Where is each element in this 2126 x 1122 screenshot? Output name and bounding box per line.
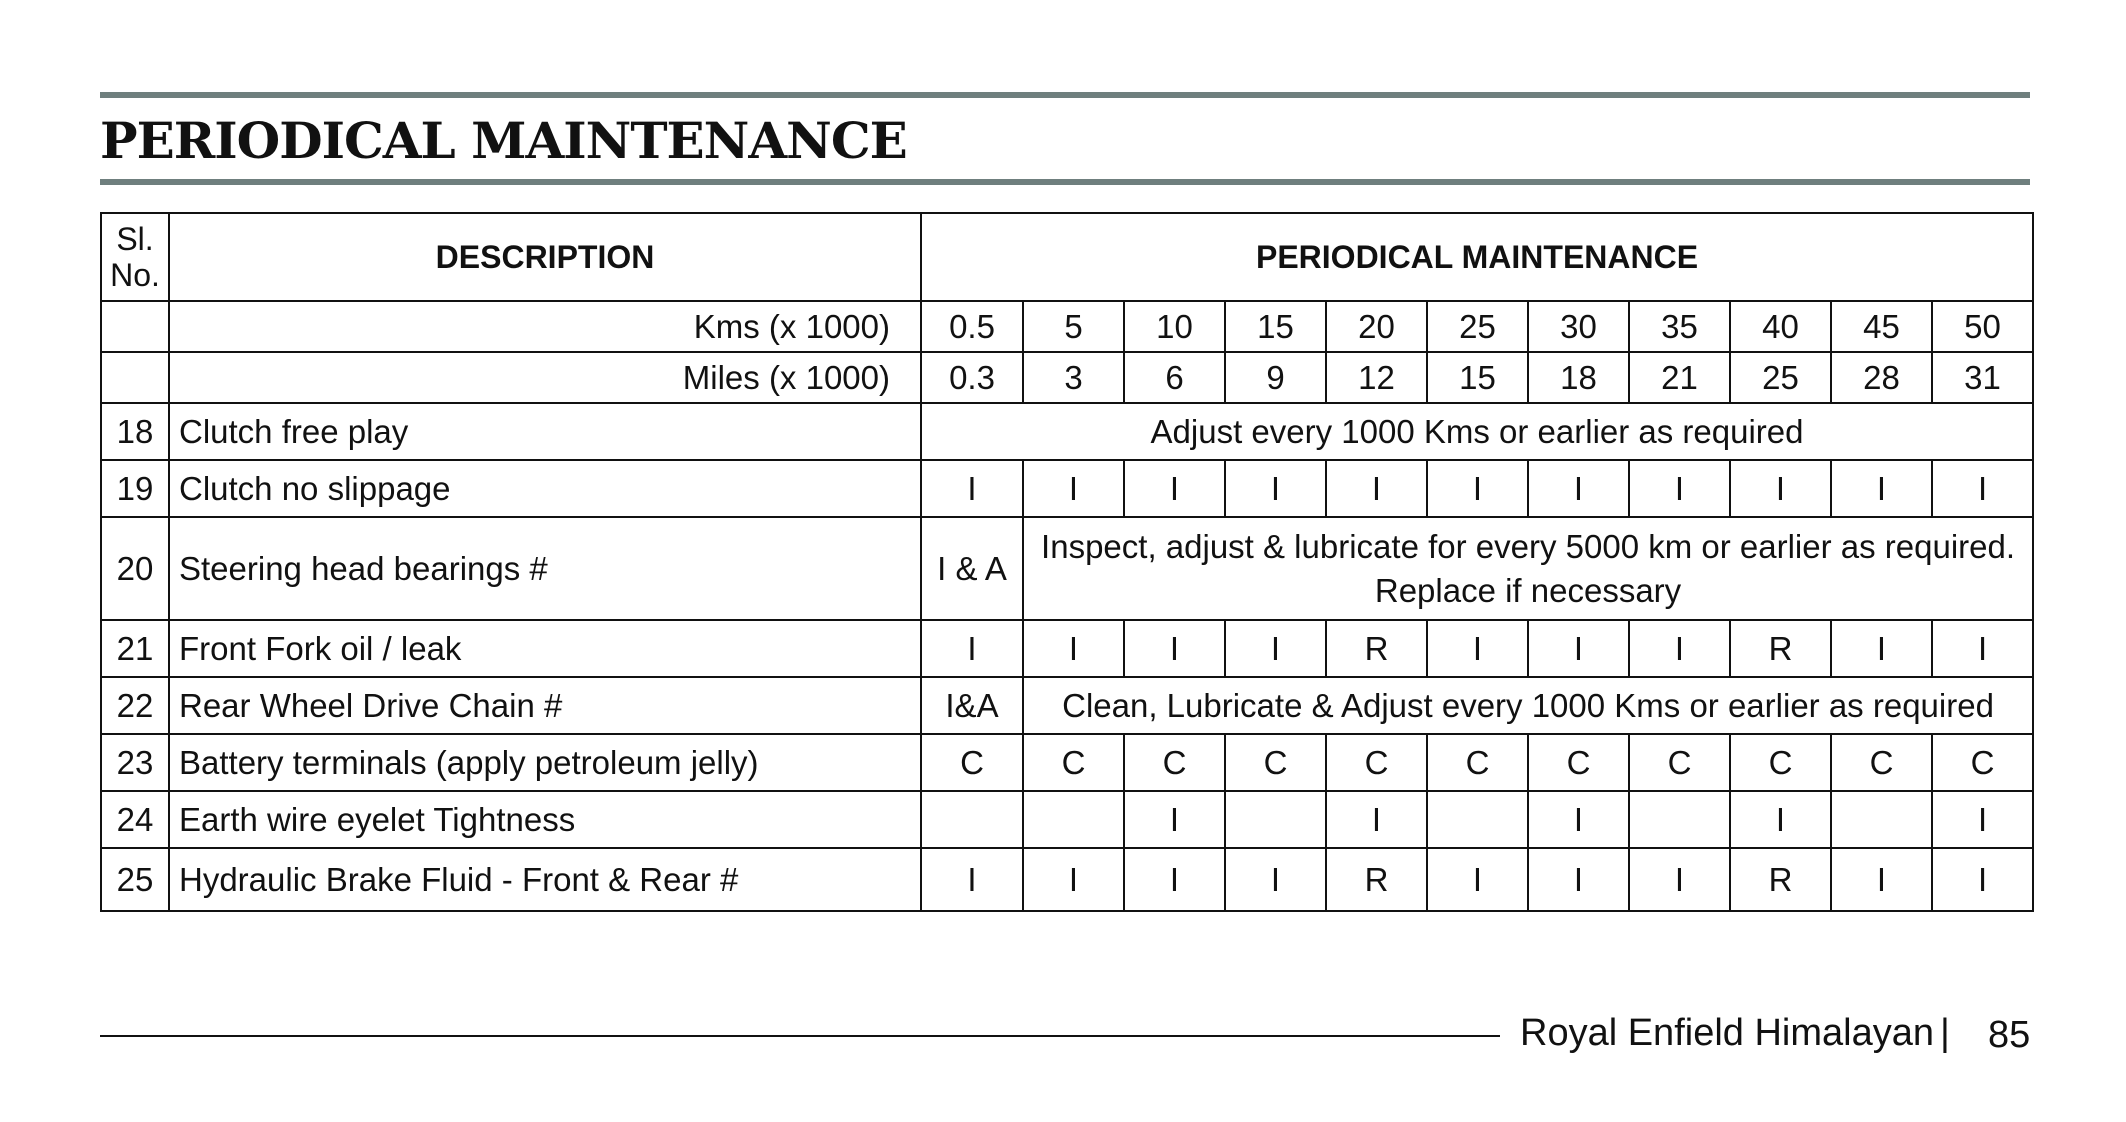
table-row	[101, 620, 2033, 677]
header-sl-line1: Sl.	[116, 221, 154, 257]
miles-row	[101, 352, 2033, 403]
row-cell	[921, 791, 1023, 848]
kms-value: 30	[1528, 301, 1629, 352]
row-cell: C	[1932, 734, 2033, 791]
header-sl-line2: No.	[110, 257, 160, 293]
row-cell: C	[1124, 734, 1225, 791]
miles-label: Miles (x 1000)	[169, 352, 921, 403]
row-cell: C	[1225, 734, 1326, 791]
row-note: Inspect, adjust & lubricate for every 5000 km or earlier as required. Replace if necessary	[1023, 517, 2033, 620]
row-cell: I	[1730, 791, 1831, 848]
row-cell: I	[1629, 460, 1730, 517]
miles-value: 25	[1730, 352, 1831, 403]
kms-value: 25	[1427, 301, 1528, 352]
footer-separator: |	[1940, 1012, 1950, 1054]
row-description: Rear Wheel Drive Chain #	[169, 677, 921, 734]
kms-value: 10	[1124, 301, 1225, 352]
row-cell: I	[1427, 620, 1528, 677]
row-description: Hydraulic Brake Fluid - Front & Rear #	[169, 848, 921, 911]
header-description: DESCRIPTION	[169, 213, 921, 301]
top-rule	[100, 92, 2030, 98]
row-first-cell: I & A	[921, 517, 1023, 620]
row-note: Adjust every 1000 Kms or earlier as required	[921, 403, 2033, 460]
row-description: Battery terminals (apply petroleum jelly)	[169, 734, 921, 791]
row-cell	[1023, 791, 1124, 848]
row-number: 25	[101, 848, 169, 911]
footer-rule	[100, 1035, 1500, 1037]
row-cell: I	[1023, 848, 1124, 911]
kms-value: 15	[1225, 301, 1326, 352]
row-cell: I	[1932, 791, 2033, 848]
kms-value: 35	[1629, 301, 1730, 352]
row-note: Clean, Lubricate & Adjust every 1000 Kms or earlier as required	[1023, 677, 2033, 734]
row-cell: C	[1528, 734, 1629, 791]
row-cell: C	[1831, 734, 1932, 791]
row-description: Steering head bearings #	[169, 517, 921, 620]
row-number: 20	[101, 517, 169, 620]
row-cell: I	[1730, 460, 1831, 517]
row-cell: I	[921, 460, 1023, 517]
row-cell: C	[1629, 734, 1730, 791]
miles-value: 15	[1427, 352, 1528, 403]
table-row	[101, 403, 2033, 460]
row-cell	[1629, 791, 1730, 848]
row-cell: I	[1629, 848, 1730, 911]
table-row	[101, 848, 2033, 911]
row-number: 22	[101, 677, 169, 734]
miles-value: 0.3	[921, 352, 1023, 403]
kms-value: 40	[1730, 301, 1831, 352]
row-cell	[1225, 791, 1326, 848]
row-cell: I	[921, 848, 1023, 911]
row-cell: I	[1124, 460, 1225, 517]
row-cell: C	[921, 734, 1023, 791]
miles-value: 3	[1023, 352, 1124, 403]
row-cell	[1427, 791, 1528, 848]
row-cell: I	[1528, 460, 1629, 517]
row-cell: R	[1326, 848, 1427, 911]
row-cell: I	[1124, 791, 1225, 848]
kms-value: 0.5	[921, 301, 1023, 352]
row-cell: R	[1326, 620, 1427, 677]
row-cell: C	[1326, 734, 1427, 791]
kms-value: 5	[1023, 301, 1124, 352]
row-description: Front Fork oil / leak	[169, 620, 921, 677]
row-first-cell: I&A	[921, 677, 1023, 734]
row-cell: I	[1225, 848, 1326, 911]
table-row	[101, 791, 2033, 848]
row-cell	[1831, 791, 1932, 848]
table-row	[101, 460, 2033, 517]
miles-value: 21	[1629, 352, 1730, 403]
row-cell: I	[1932, 620, 2033, 677]
page-title: PERIODICAL MAINTENANCE	[100, 111, 907, 170]
row-description: Clutch no slippage	[169, 460, 921, 517]
miles-value: 6	[1124, 352, 1225, 403]
miles-value: 28	[1831, 352, 1932, 403]
row-cell: I	[921, 620, 1023, 677]
row-cell: C	[1023, 734, 1124, 791]
row-cell: I	[1326, 791, 1427, 848]
miles-value: 18	[1528, 352, 1629, 403]
row-cell: I	[1326, 460, 1427, 517]
row-cell: I	[1528, 620, 1629, 677]
table-row	[101, 734, 2033, 791]
row-cell: I	[1629, 620, 1730, 677]
table-row	[101, 677, 2033, 734]
row-cell: I	[1932, 460, 2033, 517]
miles-value: 12	[1326, 352, 1427, 403]
miles-value: 9	[1225, 352, 1326, 403]
maintenance-schedule-table	[100, 212, 2034, 912]
kms-value: 50	[1932, 301, 2033, 352]
row-cell: I	[1528, 848, 1629, 911]
row-cell: I	[1124, 848, 1225, 911]
row-cell: I	[1831, 620, 1932, 677]
row-description: Clutch free play	[169, 403, 921, 460]
table-row	[101, 517, 2033, 620]
kms-label: Kms (x 1000)	[169, 301, 921, 352]
kms-value: 20	[1326, 301, 1427, 352]
row-cell: I	[1023, 460, 1124, 517]
row-cell: I	[1225, 460, 1326, 517]
row-cell: I	[1427, 460, 1528, 517]
miles-value: 31	[1932, 352, 2033, 403]
row-cell: R	[1730, 620, 1831, 677]
row-cell: I	[1023, 620, 1124, 677]
row-cell: I	[1427, 848, 1528, 911]
kms-row	[101, 301, 2033, 352]
row-cell: R	[1730, 848, 1831, 911]
kms-value: 45	[1831, 301, 1932, 352]
row-description: Earth wire eyelet Tightness	[169, 791, 921, 848]
row-number: 19	[101, 460, 169, 517]
row-cell: C	[1730, 734, 1831, 791]
row-cell: I	[1932, 848, 2033, 911]
row-cell: I	[1528, 791, 1629, 848]
footer-brand: Royal Enfield Himalayan	[1520, 1012, 1934, 1054]
header-periodical-maintenance: PERIODICAL MAINTENANCE	[921, 213, 2033, 301]
row-cell: C	[1427, 734, 1528, 791]
row-cell: I	[1225, 620, 1326, 677]
page-number: 85	[1988, 1014, 2031, 1056]
miles-empty-cell	[101, 352, 169, 403]
row-cell: I	[1831, 848, 1932, 911]
header-sl-no	[101, 213, 169, 301]
row-number: 23	[101, 734, 169, 791]
kms-empty-cell	[101, 301, 169, 352]
row-cell: I	[1831, 460, 1932, 517]
row-number: 18	[101, 403, 169, 460]
row-number: 24	[101, 791, 169, 848]
row-number: 21	[101, 620, 169, 677]
row-cell: I	[1124, 620, 1225, 677]
table-header-row	[101, 213, 2033, 301]
title-underline-rule	[100, 179, 2030, 185]
